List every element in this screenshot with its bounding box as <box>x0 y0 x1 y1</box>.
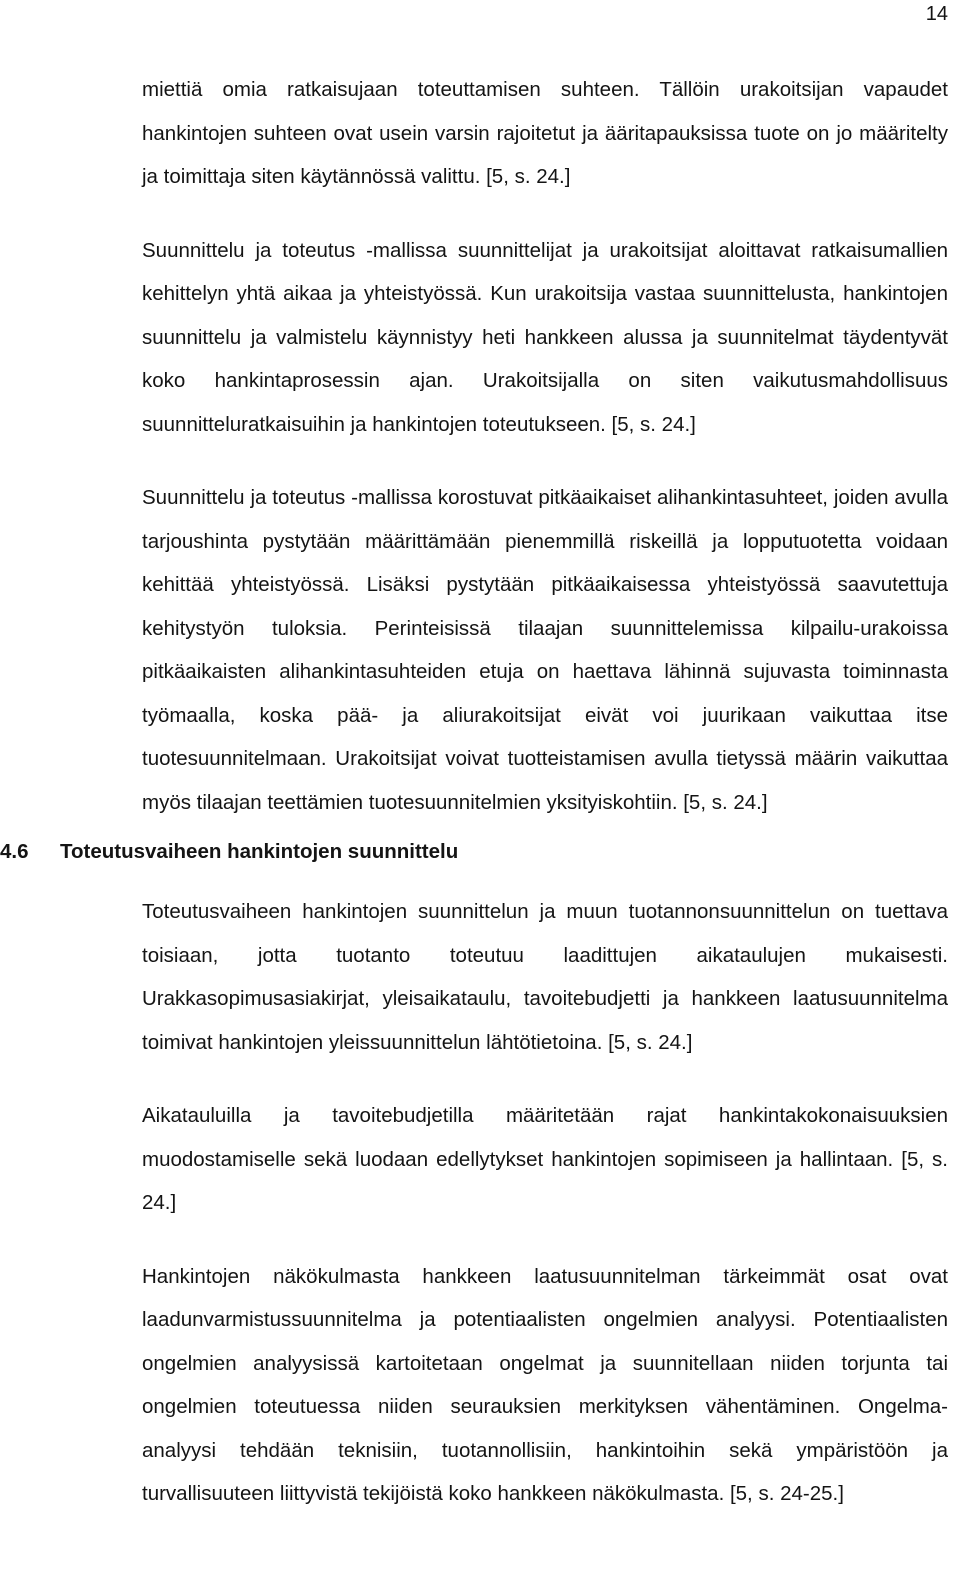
paragraph-3: Suunnittelu ja toteutus -mallissa korostuvat pitkäaikaiset alihankintasuhteet, joiden avulla tarjoushinta pystytään määrittämään pienemmillä riskeillä ja lopputuotetta voidaan kehittää yhteistyössä. Lisäksi pystytään pitkäaikaisessa yhteistyössä saavutettuja kehitystyön tuloksia. Perinteisissä tilaajan suunnittelemissa kilpailu-urakoissa pitkäaikaisten alihankintasuhteiden etuja on haettava lähinnä sujuvasta toiminnasta työmaalla, koska pää- ja aliurakoitsijat eivät voi juurikaan vaikuttaa itse tuotesuunnitelmaan. Urakoitsijat voivat tuotteistamisen avulla tietyssä määrin vaikuttaa myös tilaajan teettämien tuotesuunnitelmien yksityiskohtiin. [5, s. 24.] <box>142 486 948 814</box>
paragraph-6: Hankintojen näkökulmasta hankkeen laatusuunnitelman tärkeimmät osat ovat laadunvarmistussuunnitelma ja potentiaalisten ongelmien analyysi. Potentiaalisten ongelmien analyysissä kartoitetaan ongelmat ja suunnitellaan niiden torjunta tai ongelmien toteutuessa niiden seurauksien merkityksen vähentäminen. Ongelma-analyysi tehdään teknisiin, tuotannollisiin, hankintoihin sekä ympäristöön ja turvallisuuteen liittyvistä tekijöistä koko hankkeen näkökulmasta. [5, s. 24-25.] <box>142 1264 948 1505</box>
paragraph-5: Aikatauluilla ja tavoitebudjetilla määritetään rajat hankintakokonaisuuksien muodostamiselle sekä luodaan edellytykset hankintojen sopimiseen ja hallintaan. [5, s. 24.] <box>142 1104 948 1214</box>
paragraph-4: Toteutusvaiheen hankintojen suunnittelun ja muun tuotannonsuunnittelun on tuettava toisiaan, jotta tuotanto toteutuu laadittujen aikataulujen mukaisesti. Urakkasopimusasiakirjat, yleisaikataulu, tavoitebudjetti ja hankkeen laatusuunnitelma toimivat hankintojen yleissuunnittelun lähtötietoina. [5, s. 24.] <box>142 900 948 1054</box>
section-heading <box>0 838 948 866</box>
paragraph-1: miettiä omia ratkaisujaan toteuttamisen suhteen. Tällöin urakoitsijan vapaudet hankintojen suhteen ovat usein varsin rajoitetut ja ääritapauksissa tuote on jo määritelty ja toimittaja siten käytännössä valittu. [5, s. 24.] <box>142 78 948 188</box>
paragraph-2: Suunnittelu ja toteutus -mallissa suunnittelijat ja urakoitsijat aloittavat ratkaisumallien kehittelyn yhtä aikaa ja yhteistyössä. Kun urakoitsija vastaa suunnittelusta, hankintojen suunnittelu ja valmistelu käynnistyy heti hankkeen alussa ja suunnitelmat täydentyvät koko hankintaprosessin ajan. Urakoitsijalla on siten vaikutusmahdollisuus suunnitteluratkaisuihin ja hankintojen toteutukseen. [5, s. 24.] <box>142 238 948 436</box>
section-title: Toteutusvaiheen hankintojen suunnittelu <box>60 840 459 863</box>
page-number: 14 <box>925 3 948 25</box>
document-body <box>0 68 948 1516</box>
section-number: 4.6 <box>0 840 29 863</box>
